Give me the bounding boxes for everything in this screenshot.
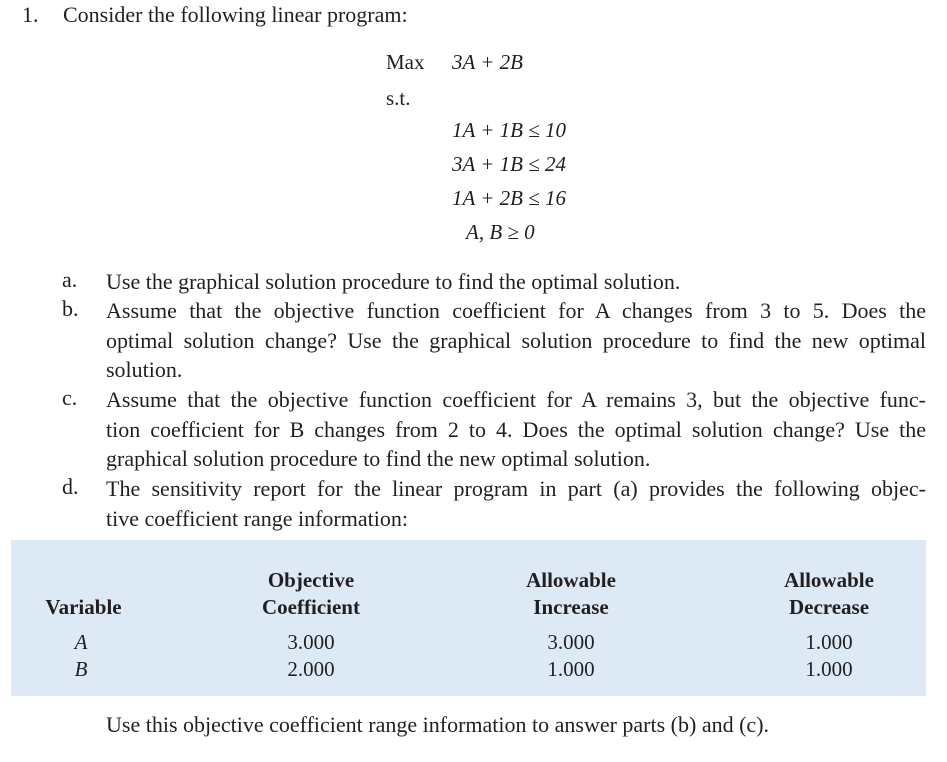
header-decrease-line2: Decrease: [788, 595, 870, 619]
part-d-letter: d.: [62, 474, 79, 499]
objective-expression: 3A + 2B: [452, 50, 523, 74]
header-increase-line1: Allowable: [526, 568, 616, 592]
row-a-variable: A: [74, 630, 88, 654]
objective-label: Max: [386, 50, 425, 74]
part-b-line: Assume that the objective function coefficient for A changes from 3 to 5. Does the: [106, 298, 926, 323]
part-a-text: [106, 267, 926, 297]
part-b-letter: b.: [62, 296, 79, 321]
row-a-increase: 3.000: [547, 630, 595, 654]
row-a-decrease: 1.000: [805, 630, 853, 654]
constraint-1: 1A + 1B ≤ 10: [452, 118, 566, 142]
row-b-variable: B: [74, 657, 88, 681]
header-objective-line1: Objective: [267, 568, 355, 592]
header-decrease-line1: Allowable: [784, 568, 874, 592]
part-c-line: tion coefficient for B changes from 2 to 4. Does the optimal solution change? Use the: [106, 416, 926, 442]
row-b-coefficient: 2.000: [287, 657, 335, 681]
part-c-line: graphical solution procedure to find the new optimal solution.: [106, 446, 651, 471]
part-a-line: Use the graphical solution procedure to find the optimal solution.: [106, 269, 681, 294]
part-c-text: [106, 385, 926, 474]
constraint-3: 1A + 2B ≤ 16: [452, 186, 566, 210]
part-d-line: tive coefficient range information:: [106, 505, 408, 531]
header-increase-line2: Increase: [533, 595, 609, 619]
subject-to-label: s.t.: [386, 86, 411, 110]
part-b-line: optimal solution change? Use the graphical solution procedure to find the new optimal: [106, 327, 926, 353]
question-number: 1.: [22, 2, 39, 27]
part-b-text: [106, 296, 926, 385]
part-c-letter: c.: [62, 385, 78, 410]
row-a-coefficient: 3.000: [287, 630, 335, 654]
question-prompt: Consider the following linear program:: [63, 2, 408, 27]
part-d-line: The sensitivity report for the linear program in part (a) provides the following objec-: [106, 476, 926, 501]
header-variable: Variable: [45, 595, 122, 619]
row-b-decrease: 1.000: [805, 657, 853, 681]
footer-instruction: Use this objective coefficient range information to answer parts (b) and (c).: [106, 712, 770, 737]
nonnegativity-constraint: A, B ≥ 0: [466, 220, 535, 244]
part-a-letter: a.: [62, 267, 78, 292]
constraint-2: 3A + 1B ≤ 24: [452, 152, 566, 176]
row-b-increase: 1.000: [547, 657, 595, 681]
part-d-text: [106, 474, 926, 533]
sensitivity-table: [11, 540, 926, 696]
header-objective-line2: Coefficient: [262, 595, 360, 619]
part-c-line: Assume that the objective function coefficient for A remains 3, but the objective func-: [106, 387, 926, 412]
part-b-line: solution.: [106, 357, 183, 382]
